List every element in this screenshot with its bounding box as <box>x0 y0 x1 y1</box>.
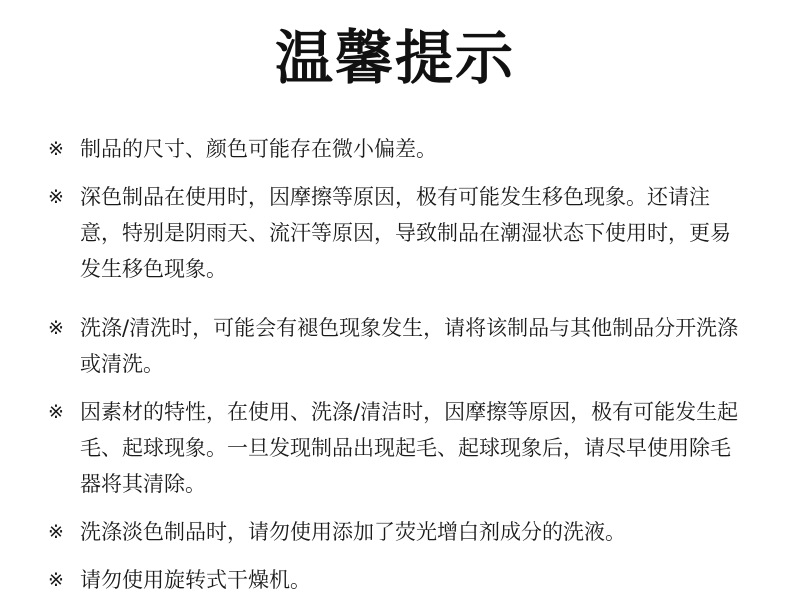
tip-item <box>48 179 748 287</box>
tip-text: 洗涤/清洗时，可能会有褪色现象发生，请将该制品与其他制品分开洗涤或清洗。 <box>80 316 739 376</box>
tip-text: 洗涤淡色制品时，请勿使用添加了荧光增白剂成分的洗液。 <box>80 520 626 544</box>
reference-mark-icon: ※ <box>48 401 64 423</box>
tip-text: 深色制品在使用时，因摩擦等原因，极有可能发生移色现象。还请注意，特别是阴雨天、流汗等原因，导致制品在潮湿状态下使用时，更易发生移色现象。 <box>80 185 731 281</box>
reference-mark-icon: ※ <box>48 521 64 543</box>
page-title: 温馨提示 <box>274 24 515 92</box>
tips-list <box>48 131 748 610</box>
tip-item <box>48 131 748 167</box>
tip-text: 请勿使用旋转式干燥机。 <box>80 568 311 592</box>
reference-mark-icon: ※ <box>48 186 64 208</box>
tip-item <box>48 310 748 382</box>
tip-item <box>48 514 748 550</box>
tip-item <box>48 394 748 502</box>
reference-mark-icon: ※ <box>48 569 64 591</box>
reference-mark-icon: ※ <box>48 138 64 160</box>
tip-text: 制品的尺寸、颜色可能存在微小偏差。 <box>80 137 437 161</box>
tip-text: 因素材的特性，在使用、洗涤/清洁时，因摩擦等原因，极有可能发生起毛、起球现象。一旦发现制品出现起毛、起球现象后，请尽早使用除毛器将其清除。 <box>80 400 739 496</box>
tip-item <box>48 562 748 598</box>
reference-mark-icon: ※ <box>48 317 64 339</box>
